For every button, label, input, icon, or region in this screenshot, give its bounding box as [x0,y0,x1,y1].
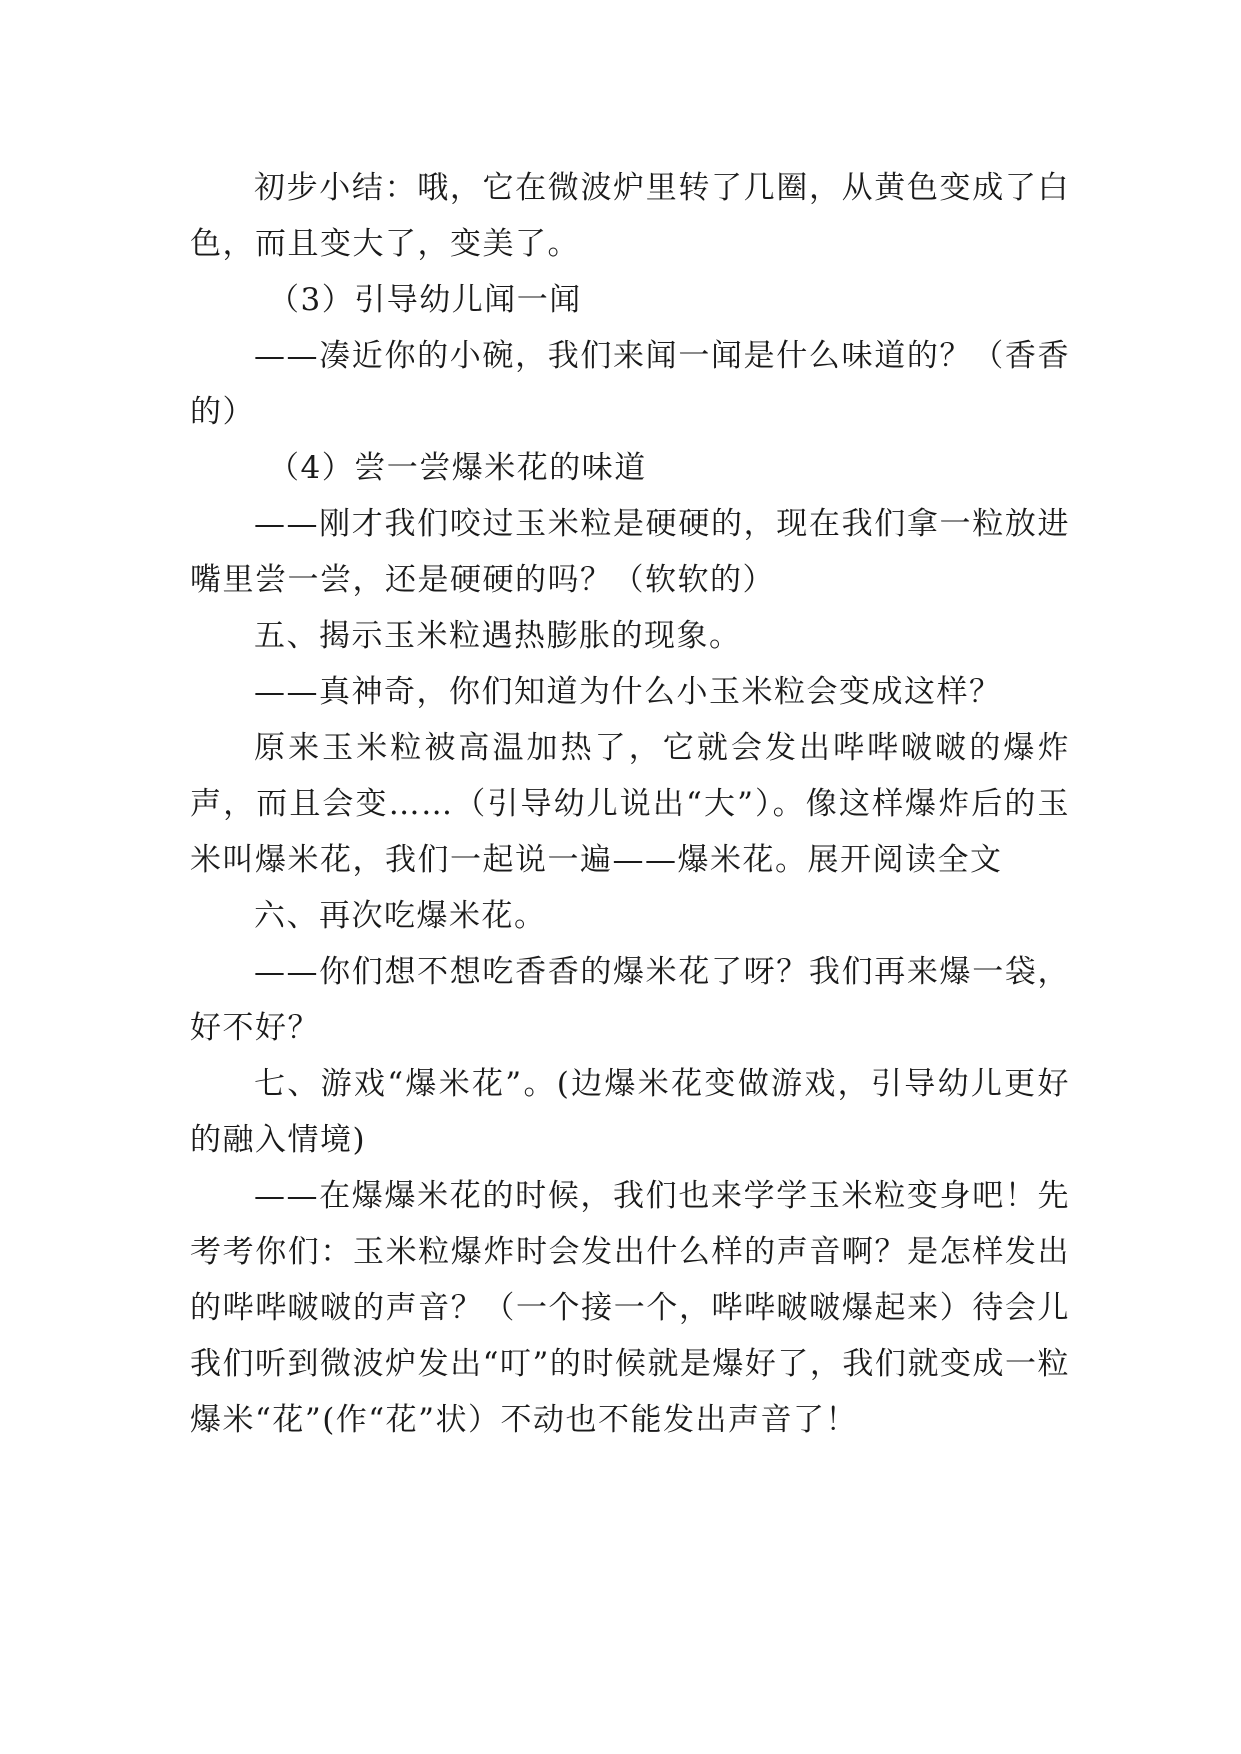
document-body [190,160,1070,1448]
paragraph-summary: 初步小结：哦，它在微波炉里转了几圈，从黄色变成了白色，而且变大了，变美了。 [190,170,1070,262]
paragraph-step-4-heading: （4）尝一尝爆米花的味道 [268,450,647,486]
paragraph-step-3-question: ——凑近你的小碗，我们来闻一闻是什么味道的？（香香的） [190,338,1070,430]
expand-full-text-link[interactable]: 展开阅读全文 [807,842,1003,878]
paragraph-section-5-explanation-text: 原来玉米粒被高温加热了，它就会发出哔哔啵啵的爆炸声，而且会变……（引导幼儿说出“大”）。像这样爆炸后的玉米叫爆米花，我们一起说一遍——爆米花。 [190,730,1070,878]
paragraph-section-5-explanation [190,720,1070,888]
paragraph-step-3-heading: （3）引导幼儿闻一闻 [268,282,582,318]
paragraph-step-4-question: ——刚才我们咬过玉米粒是硬硬的，现在我们拿一粒放进嘴里尝一尝，还是硬硬的吗？（软软的） [190,506,1070,598]
paragraph-section-5-heading: 五、揭示玉米粒遇热膨胀的现象。 [254,618,742,654]
paragraph-section-5-question: ——真神奇，你们知道为什么小玉米粒会变成这样？ [254,674,1002,710]
paragraph-section-7-instructions: ——在爆爆米花的时候，我们也来学学玉米粒变身吧！先考考你们：玉米粒爆炸时会发出什么样的声音啊？是怎样发出的哔哔啵啵的声音？（一个接一个，哔哔啵啵爆起来）待会儿我们听到微波炉发出“叮”的时候就是爆好了，我们就变成一粒爆米“花”(作“花”状）不动也不能发出声音了！ [190,1178,1070,1438]
paragraph-section-6-heading: 六、再次吃爆米花。 [254,898,547,934]
paragraph-section-6-question: ——你们想不想吃香香的爆米花了呀？我们再来爆一袋，好不好？ [190,954,1070,1046]
paragraph-section-7-heading: 七、游戏“爆米花”。(边爆米花变做游戏，引导幼儿更好的融入情境) [190,1066,1070,1158]
